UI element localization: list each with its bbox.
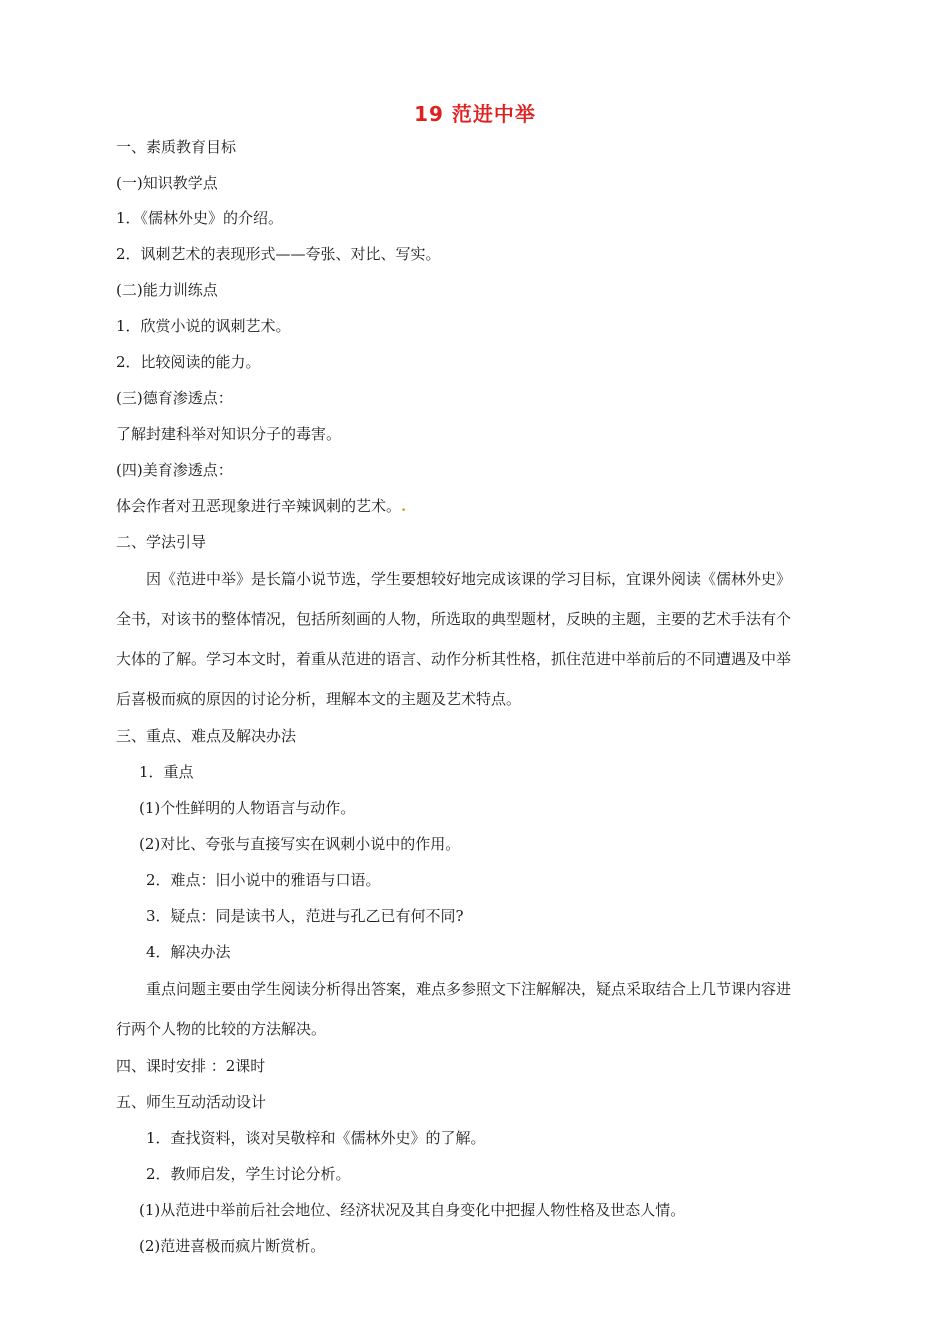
subheading-ability: (二)能力训练点 — [116, 281, 218, 299]
list-item: 2．比较阅读的能力。 — [116, 353, 261, 371]
list-item: 1．重点 — [139, 763, 194, 781]
list-item: 1．查找资料，谈对吴敬梓和《儒林外史》的了解。 — [146, 1129, 486, 1147]
list-item: (2)范进喜极而疯片断赏析。 — [139, 1237, 326, 1255]
list-item: 2．难点：旧小说中的雅语与口语。 — [146, 871, 381, 889]
paragraph-line: 了解封建科举对知识分子的毒害。 — [116, 425, 342, 443]
list-item: (1)个性鲜明的人物语言与动作。 — [139, 799, 356, 817]
paragraph-line — [116, 496, 406, 516]
paragraph-line: 重点问题主要由学生阅读分析得出答案，难点多参照文下注解解决，疑点采取结合上几节课内容进 — [146, 980, 792, 998]
list-item: 1．欣赏小说的讽刺艺术。 — [116, 317, 291, 335]
section-heading-5: 五、师生互动活动设计 — [116, 1093, 267, 1111]
section-heading-3: 三、重点、难点及解决办法 — [116, 727, 297, 745]
list-item: 2．教师启发，学生讨论分析。 — [146, 1165, 351, 1183]
list-item: 2．讽刺艺术的表现形式——夸张、对比、写实。 — [116, 245, 441, 263]
stray-dot: . — [401, 497, 407, 515]
paragraph-line: 因《范进中举》是长篇小说节选，学生要想较好地完成该课的学习目标，宜课外阅读《儒林外史》 — [146, 570, 792, 588]
subheading-aesthetic: (四)美育渗透点： — [116, 461, 233, 479]
section-heading-2: 二、学法引导 — [116, 533, 207, 551]
paragraph-line: 大体的了解。学习本文时，着重从范进的语言、动作分析其性格，抓住范进中举前后的不同遭遇及中举 — [116, 650, 792, 668]
paragraph-line: 后喜极而疯的原因的讨论分析，理解本文的主题及艺术特点。 — [116, 690, 522, 708]
list-item: (2)对比、夸张与直接写实在讽刺小说中的作用。 — [139, 835, 461, 853]
subheading-knowledge: (一)知识教学点 — [116, 174, 218, 192]
subheading-moral: (三)德育渗透点： — [116, 389, 233, 407]
paragraph-line: 行两个人物的比较的方法解决。 — [116, 1020, 327, 1038]
list-item: 1．《儒林外史》的介绍。 — [116, 209, 284, 227]
list-item: 3．疑点：同是读书人，范进与孔乙已有何不同? — [146, 907, 464, 925]
paragraph-text: 体会作者对丑恶现象进行辛辣讽刺的艺术。 — [116, 497, 402, 515]
section-heading-4: 四、课时安排 ：2课时 — [116, 1057, 266, 1075]
paragraph-line: 全书，对该书的整体情况，包括所刻画的人物，所选取的典型题材，反映的主题，主要的艺术手法有个 — [116, 610, 792, 628]
list-item: 4．解决办法 — [146, 943, 231, 961]
list-item: (1)从范进中举前后社会地位、经济状况及其自身变化中把握人物性格及世态人情。 — [139, 1201, 686, 1219]
document-title: 19 范进中举 — [414, 102, 536, 126]
section-heading-1: 一、素质教育目标 — [116, 138, 237, 156]
